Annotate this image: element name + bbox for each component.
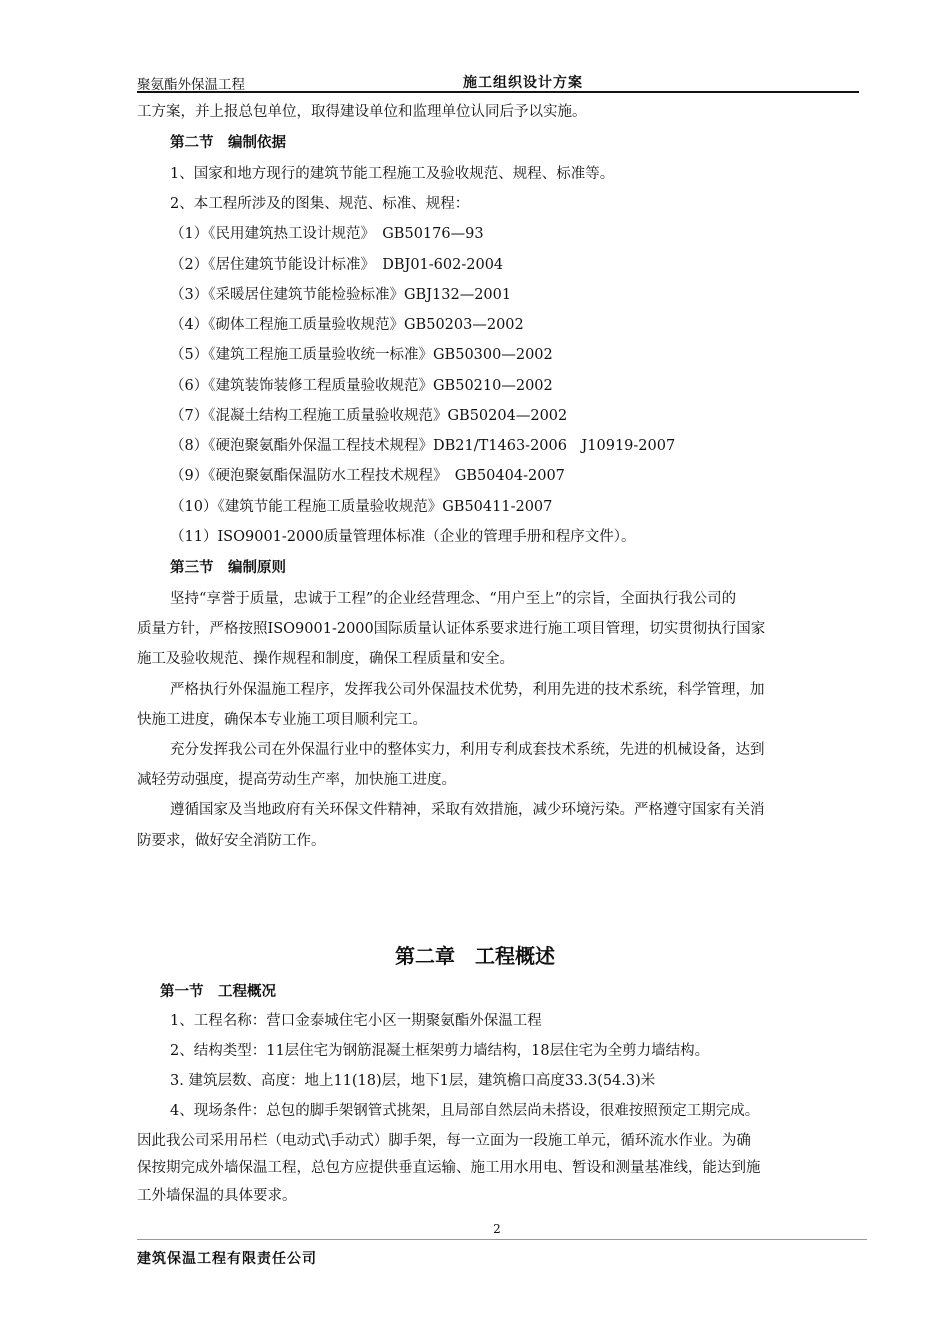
header-left: 聚氨酯外保温工程 [137, 77, 245, 93]
reference-item: （5）《建筑工程施工质量验收统一标准》GB50300—2002 [170, 347, 553, 363]
section-heading: 第二节 编制依据 [170, 135, 286, 151]
paragraph-line: 减轻劳动强度，提高劳动生产率，加快施工进度。 [137, 772, 456, 788]
paragraph-line: 保按期完成外墙保温工程，总包方应提供垂直运输、施工用水用电、暂设和测量基准线，能达到施 [137, 1160, 761, 1176]
reference-item: （1）《民用建筑热工设计规范》 GB50176—93 [170, 226, 484, 242]
reference-item: （4）《砌体工程施工质量验收规范》GB50203—2002 [170, 317, 524, 333]
paragraph-line: 1、工程名称：营口金泰城住宅小区一期聚氨酯外保温工程 [170, 1013, 542, 1029]
paragraph-line: 防要求，做好安全消防工作。 [137, 833, 326, 849]
reference-item: （9）《硬泡聚氨酯保温防水工程技术规程》 GB50404-2007 [170, 468, 565, 484]
paragraph-line: 因此我公司采用吊栏（电动式\手动式）脚手架，每一立面为一段施工单元，循环流水作业。为确 [137, 1133, 751, 1149]
paragraph-line: 严格执行外保温施工程序，发挥我公司外保温技术优势，利用先进的技术系统，科学管理，加 [170, 682, 765, 698]
reference-item: （7）《混凝土结构工程施工质量验收规范》GB50204—2002 [170, 408, 568, 424]
reference-item: （3）《采暖居住建筑节能检验标准》GBJ132—2001 [170, 287, 512, 303]
paragraph-line: 充分发挥我公司在外保温行业中的整体实力，利用专利成套技术系统，先进的机械设备，达到 [170, 742, 765, 758]
footer-company: 建筑保温工程有限责任公司 [137, 1251, 317, 1267]
paragraph-line: 遵循国家及当地政府有关环保文件精神，采取有效措施，减少环境污染。严格遵守国家有关消 [170, 802, 765, 818]
section-heading: 第三节 编制原则 [170, 560, 286, 576]
reference-item: （2）《居住建筑节能设计标准》 DBJ01-602-2004 [170, 257, 504, 273]
paragraph-line: 1、国家和地方现行的建筑节能工程施工及验收规范、规程、标准等。 [170, 166, 615, 182]
header-rule [137, 91, 859, 93]
reference-item: （6）《建筑装饰装修工程质量验收规范》GB50210—2002 [170, 378, 553, 394]
header-right: 施工组织设计方案 [463, 75, 583, 91]
paragraph-line: 质量方针，严格按照ISO9001-2000国际质量认证体系要求进行施工项目管理，切实贯彻执行国家 [137, 621, 766, 637]
chapter-title: 第二章 工程概述 [395, 944, 555, 968]
paragraph-line: 工外墙保温的具体要求。 [137, 1188, 297, 1204]
paragraph-line: 3. 建筑层数、高度：地上11(18)层，地下1层，建筑檐口高度33.3(54.3)米 [170, 1073, 656, 1089]
paragraph-line: 施工及验收规范、操作规程和制度，确保工程质量和安全。 [137, 651, 514, 667]
paragraph-line: 快施工进度，确保本专业施工项目顺利完工。 [137, 712, 427, 728]
page-number: 2 [493, 1222, 501, 1236]
paragraph-line: 2、本工程所涉及的图集、规范、标准、规程： [170, 196, 470, 212]
section-heading: 第一节 工程概况 [160, 984, 276, 1000]
reference-item: （10）《建筑节能工程施工质量验收规范》GB50411-2007 [170, 499, 553, 515]
paragraph-line: 坚持“享誉于质量，忠诚于工程”的企业经营理念、“用户至上”的宗旨，全面执行我公司的 [170, 591, 737, 607]
paragraph-line: 工方案，并上报总包单位，取得建设单位和监理单位认同后予以实施。 [137, 104, 587, 120]
reference-item: （11）ISO9001-2000质量管理体标准（企业的管理手册和程序文件）。 [170, 529, 636, 545]
paragraph-line: 4、现场条件：总包的脚手架钢管式挑架，且局部自然层尚未搭设，很难按照预定工期完成。 [170, 1103, 760, 1119]
footer-rule [137, 1239, 867, 1240]
reference-item: （8）《硬泡聚氨酯外保温工程技术规程》DB21/T1463-2006 J10919-2007 [170, 438, 676, 454]
paragraph-line: 2、结构类型：11层住宅为钢筋混凝土框架剪力墙结构，18层住宅为全剪力墙结构。 [170, 1043, 710, 1059]
